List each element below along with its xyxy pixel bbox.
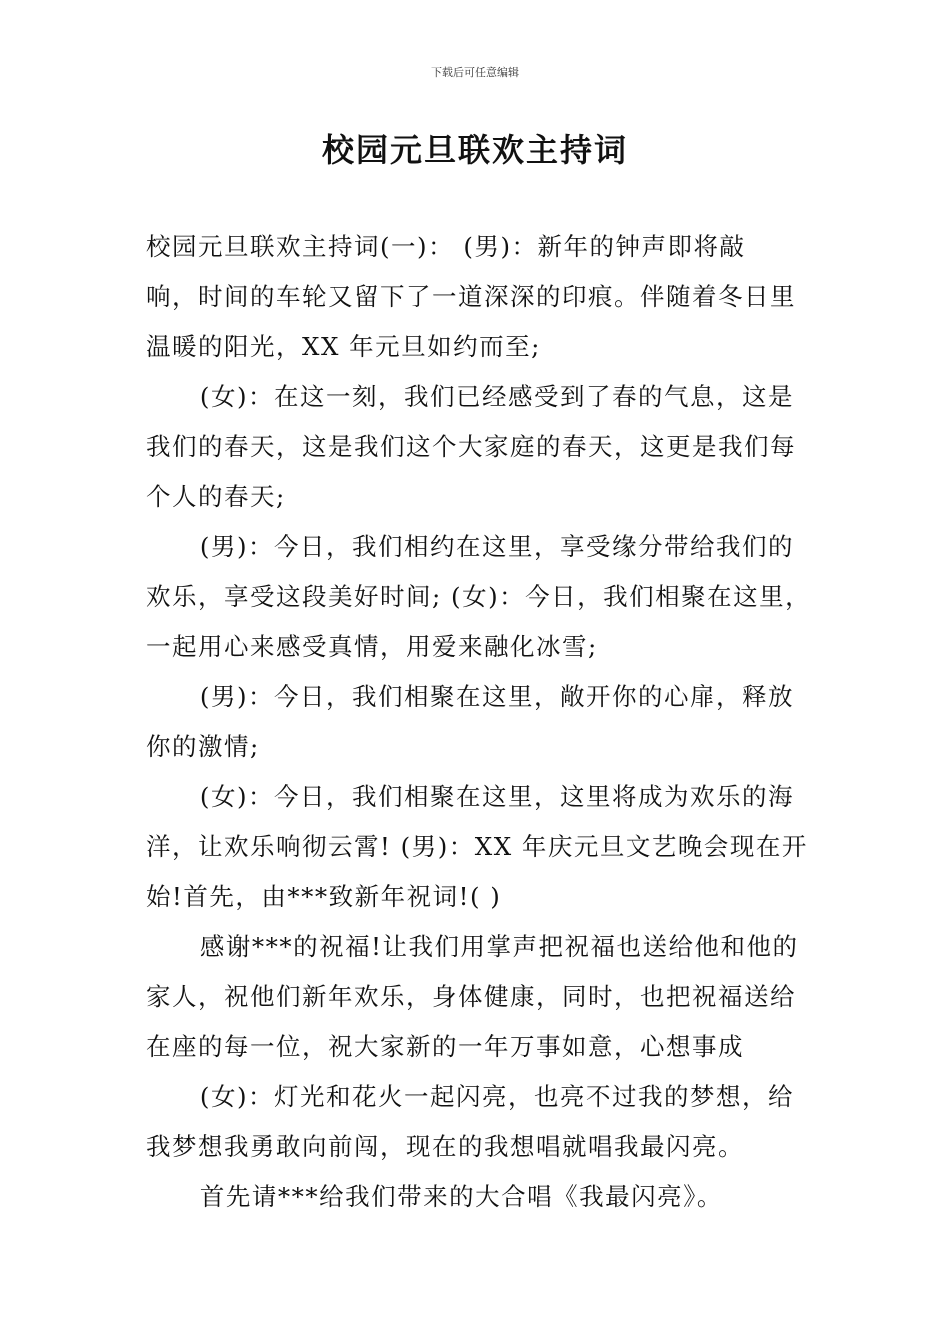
paragraph: (男)：今日，我们相聚在这里，敞开你的心扉，释放 你的激情;: [146, 682, 795, 761]
paragraph: (女)：灯光和花火一起闪亮，也亮不过我的梦想，给 我梦想我勇敢向前闯，现在的我想唱就唱我最闪亮。: [146, 1082, 795, 1161]
paragraph: 校园元旦联欢主持词(一)： (男)：新年的钟声即将敲 响，时间的车轮又留下了一道深深的印痕。伴随着冬日里 温暖的阳光，XX 年元旦如约而至;: [146, 232, 796, 361]
paragraph: (女)：在这一刻，我们已经感受到了春的气息，这是 我们的春天，这是我们这个大家庭的春天，这更是我们每 个人的春天;: [146, 382, 796, 511]
paragraph: 感谢***的祝福!让我们用掌声把祝福也送给他和他的 家人，祝他们新年欢乐，身体健康，同时，也把祝福送给 在座的每一位，祝大家新的一年万事如意，心想事成: [146, 932, 799, 1061]
paragraph: 首先请***给我们带来的大合唱《我最闪亮》。: [199, 1182, 723, 1211]
document-body: [146, 222, 826, 1222]
paragraph: (女)：今日，我们相聚在这里，这里将成为欢乐的海 洋，让欢乐响彻云霄! (男)：XX 年庆元旦文艺晚会现在开 始!首先，由***致新年祝词!( ): [146, 782, 808, 911]
header-note: 下载后可任意编辑: [431, 66, 519, 79]
document-title: 校园元旦联欢主持词: [321, 131, 628, 169]
paragraph: (男)：今日，我们相约在这里，享受缘分带给我们的 欢乐，享受这段美好时间; (女)：今日，我们相聚在这里， 一起用心来感受真情，用爱来融化冰雪;: [146, 532, 812, 661]
